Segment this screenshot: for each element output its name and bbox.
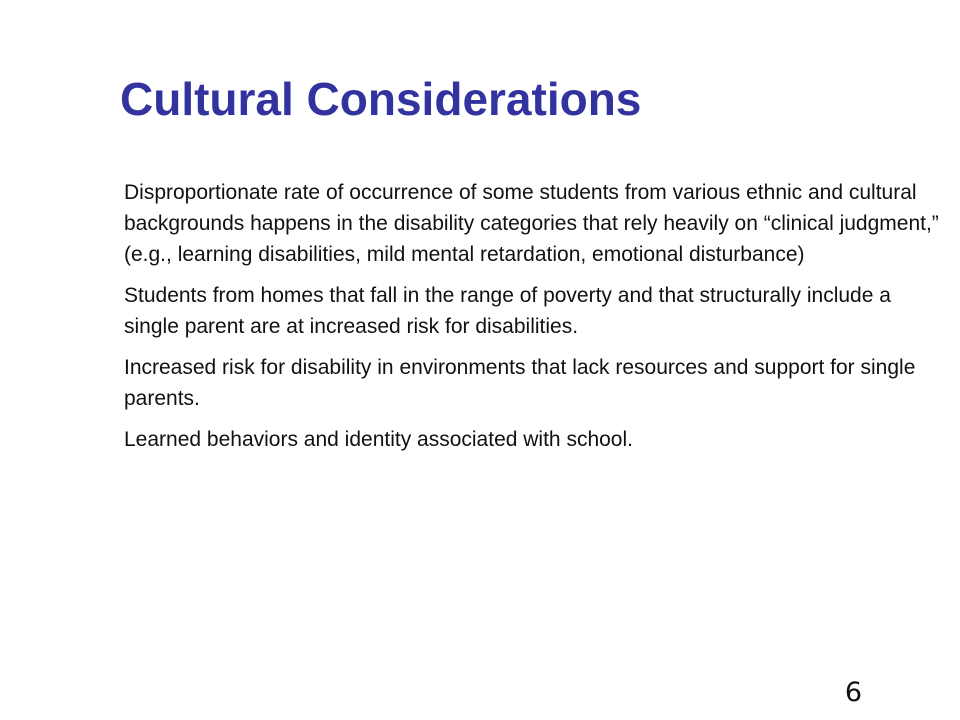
- slide-body: [124, 177, 939, 465]
- slide-title: Cultural Considerations: [120, 73, 642, 125]
- paragraph-learned-behaviors: Learned behaviors and identity associated with school.: [124, 428, 633, 451]
- page-number: 6: [844, 677, 862, 708]
- paragraph-lack-resources: Increased risk for disability in environments that lack resources and support for single parents.: [124, 356, 916, 410]
- paragraph-disproportionate-rate: Disproportionate rate of occurrence of some students from various ethnic and cultural backgrounds happens in the disability categories that rely heavily on “clinical judgment,” (e.g., learning disabilities, mild mental retardation, emotional disturbance): [124, 181, 939, 266]
- paragraph-poverty-single-parent: Students from homes that fall in the range of poverty and that structurally include a single parent are at increased risk for disabilities.: [124, 284, 891, 338]
